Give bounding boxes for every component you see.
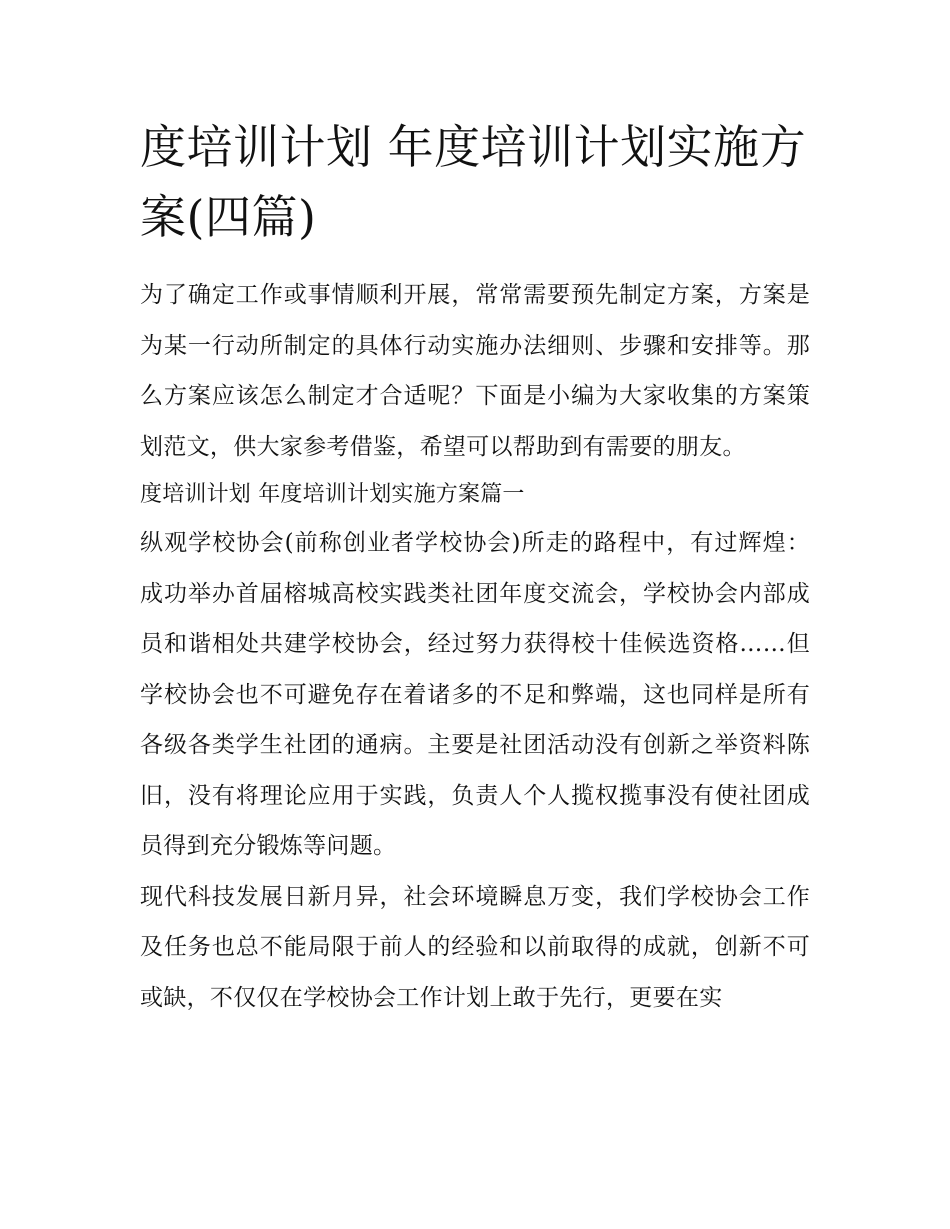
section-heading: 度培训计划 年度培训计划实施方案篇一 [140, 482, 525, 507]
document-body [140, 112, 820, 1023]
body-paragraph-2: 现代科技发展日新月异，社会环境瞬息万变，我们学校协会工作及任务也总不能局限于前人的经验和以前取得的成就，创新不可或缺，不仅仅在学校协会工作计划上敢于先行，更要在实 [140, 883, 810, 1011]
intro-paragraph: 为了确定工作或事情顺利开展，常常需要预先制定方案，方案是为某一行动所制定的具体行动实施办法细则、步骤和安排等。那么方案应该怎么制定才合适呢？下面是小编为大家收集的方案策划范文，供大家参考借鉴，希望可以帮助到有需要的朋友。 [140, 282, 810, 460]
body-paragraph-1: 纵观学校协会(前称创业者学校协会)所走的路程中，有过辉煌：成功举办首届榕城高校实践类社团年度交流会，学校协会内部成员和谐相处共建学校协会，经过努力获得校十佳候选资格……但学校协会也不可避免存在着诸多的不足和弊端，这也同样是所有各级各类学生社团的通病。主要是社团活动没有创新之举资料陈旧，没有将理论应用于实践，负责人个人揽权揽事没有使社团成员得到充分锻炼等问题。 [140, 530, 810, 859]
document-title: 度培训计划 年度培训计划实施方案(四篇) [140, 120, 807, 244]
